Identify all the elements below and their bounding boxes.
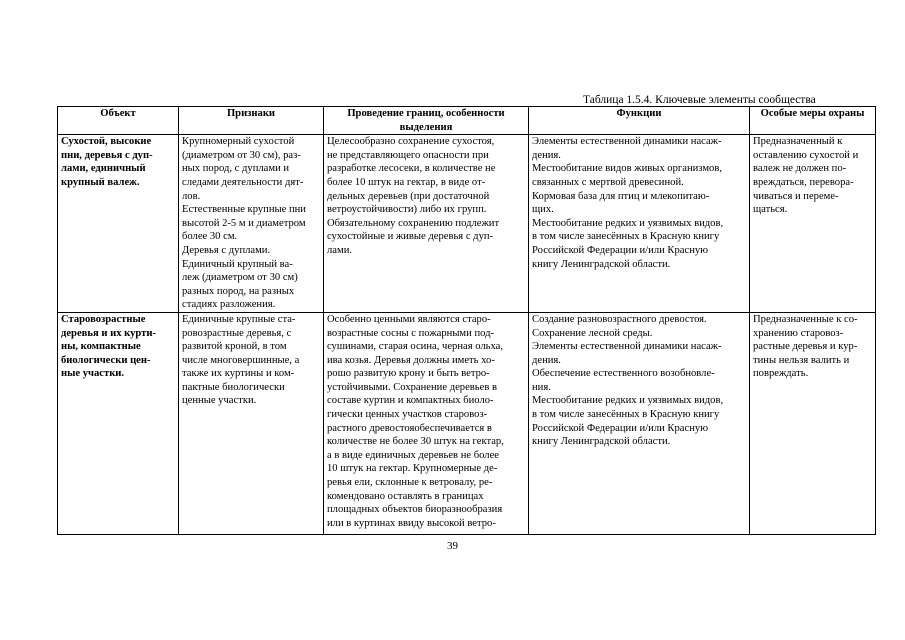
- cell-text-line: Единичный крупный ва-: [182, 258, 293, 270]
- cell-text-line: книгу Ленинградской области.: [532, 258, 671, 270]
- cell-text-line: Местообитание видов живых организмов,: [532, 163, 722, 175]
- header-functions: Функции: [529, 107, 750, 135]
- cell-text-line: связанных с мертвой древесиной.: [532, 176, 684, 188]
- cell-text-line: тины нельзя валить и: [753, 354, 850, 366]
- cell-text-line: растные деревья и кур-: [753, 341, 858, 353]
- cell-text-line: количестве не более 30 штук на гектар,: [327, 436, 504, 448]
- cell-text-line: Кормовая база для птиц и млекопитаю-: [532, 190, 710, 202]
- cell-measures: [750, 312, 876, 534]
- cell-text-line: повреждать.: [753, 368, 809, 380]
- cell-text-line: ревья ели, склонные к ветровалу, ре-: [327, 477, 493, 489]
- key-elements-table: [57, 106, 876, 535]
- cell-measures: [750, 135, 876, 313]
- table-row: [58, 135, 876, 313]
- cell-features: [179, 135, 324, 313]
- cell-text-line: Российской Федерации и/или Красную: [532, 422, 709, 434]
- cell-text-line: более 10 штук на гектар, в виде от-: [327, 176, 486, 188]
- cell-text-line: Старовозрастные: [61, 313, 146, 325]
- cell-text-line: Элементы естественной динамики насаж-: [532, 136, 722, 148]
- cell-text-line: ценные участки.: [182, 395, 257, 407]
- cell-text-line: также их куртины и ком-: [182, 368, 295, 380]
- cell-text-line: Обязательному сохранению подлежит: [327, 217, 500, 229]
- cell-text-line: Предназначенный к: [753, 136, 843, 148]
- cell-text-line: более 30 см.: [182, 231, 238, 243]
- cell-text-line: Элементы естественной динамики насаж-: [532, 341, 722, 353]
- cell-text-line: ные участки.: [61, 368, 125, 380]
- header-row: [58, 107, 876, 135]
- cell-text-line: высотой 2-5 м и диаметром: [182, 217, 306, 229]
- cell-text-line: сухостойные и живые деревья с дуп-: [327, 231, 494, 243]
- cell-text-line: рошо развитую крону и быть ветро-: [327, 368, 490, 380]
- cell-functions: [529, 312, 750, 534]
- cell-text-line: ветроустойчивости) либо их групп.: [327, 204, 487, 216]
- cell-text-line: сушинами, старая осина, черная ольха,: [327, 341, 504, 353]
- cell-text-line: Естественные крупные пни: [182, 204, 306, 216]
- cell-text-line: стадиях разложения.: [182, 299, 276, 311]
- cell-text-line: а в виде единичных деревьев не более: [327, 449, 499, 461]
- cell-text-line: Обеспечение естественного возобновле-: [532, 368, 715, 380]
- cell-text-line: биологически цен-: [61, 354, 151, 366]
- cell-text-line: Создание разновозрастного древостоя.: [532, 313, 707, 325]
- cell-text-line: дения.: [532, 354, 561, 366]
- cell-text-line: пактные биологически: [182, 381, 285, 393]
- cell-text-line: Сохранение лесной среды.: [532, 327, 653, 339]
- cell-text-line: оставлению сухостой и: [753, 149, 859, 161]
- header-boundaries: Проведение границ, особенности выделения: [324, 107, 529, 135]
- cell-boundaries: [324, 135, 529, 313]
- cell-text-line: дения.: [532, 149, 561, 161]
- cell-text-line: разных пород, на разных: [182, 285, 295, 297]
- cell-text-line: разработке лесосеки, в количестве не: [327, 163, 496, 175]
- cell-text-line: деревья и их курти-: [61, 327, 156, 339]
- table-row: [58, 312, 876, 534]
- cell-text-line: Местообитание редких и уязвимых видов,: [532, 395, 724, 407]
- cell-text-line: дельных деревьев (при достаточной: [327, 190, 490, 202]
- cell-text-line: вреждаться, перевора-: [753, 176, 854, 188]
- cell-text-line: развитой кроной, в том: [182, 341, 287, 353]
- cell-text-line: Целесообразно сохранение сухостоя,: [327, 136, 495, 148]
- cell-text-line: леж (диаметром от 30 см): [182, 272, 298, 284]
- cell-text-line: составе куртин и компактных биоло-: [327, 395, 494, 407]
- cell-text-line: возрастные сосны с пожарными под-: [327, 327, 495, 339]
- header-object: Объект: [58, 107, 179, 135]
- cell-text-line: ния.: [532, 381, 551, 393]
- cell-text-line: пни, деревья с дуп-: [61, 149, 153, 161]
- cell-text-line: ных пород, с дуплами и: [182, 163, 290, 175]
- cell-text-line: крупный валеж.: [61, 176, 140, 188]
- cell-text-line: валеж не должен по-: [753, 163, 847, 175]
- cell-text-line: ровозрастные деревья, с: [182, 327, 292, 339]
- cell-text-line: в том числе занесённых в Красную книгу: [532, 409, 720, 421]
- cell-text-line: лов.: [182, 190, 201, 202]
- cell-text-line: щаться.: [753, 204, 788, 216]
- cell-text-line: Российской Федерации и/или Красную: [532, 244, 709, 256]
- cell-text-line: Особенно ценными являются старо-: [327, 313, 491, 325]
- cell-text-line: Сухостой, высокие: [61, 136, 152, 148]
- cell-text-line: книгу Ленинградской области.: [532, 436, 671, 448]
- cell-text-line: хранению старовоз-: [753, 327, 844, 339]
- cell-functions: [529, 135, 750, 313]
- cell-text-line: числе многовершинные, а: [182, 354, 300, 366]
- cell-text-line: площадных объектов биоразнообразия: [327, 504, 503, 516]
- header-features: Признаки: [179, 107, 324, 135]
- cell-text-line: Единичные крупные ста-: [182, 313, 296, 325]
- cell-boundaries: [324, 312, 529, 534]
- cell-text-line: ива козья. Деревья должны иметь хо-: [327, 354, 495, 366]
- page-number: 39: [447, 540, 458, 552]
- header-measures: Особые меры охраны: [750, 107, 876, 135]
- table-caption: Таблица 1.5.4. Ключевые элементы сообщества: [583, 94, 816, 106]
- cell-text-line: в том числе занесённых в Красную книгу: [532, 231, 720, 243]
- cell-text-line: Крупномерный сухостой: [182, 136, 295, 148]
- cell-text-line: устойчивыми. Сохранение деревьев в: [327, 381, 497, 393]
- cell-text-line: Деревья с дуплами.: [182, 244, 271, 256]
- cell-text-line: или в куртинах ввиду высокой ветро-: [327, 517, 496, 529]
- cell-text-line: лами.: [327, 244, 353, 256]
- cell-text-line: не представляющего опасности при: [327, 149, 489, 161]
- cell-object: [58, 312, 179, 534]
- cell-text-line: Предназначенные к со-: [753, 313, 858, 325]
- cell-text-line: гически ценных участков старовоз-: [327, 409, 488, 421]
- cell-text-line: следами деятельности дят-: [182, 176, 304, 188]
- cell-text-line: (диаметром от 30 см), раз-: [182, 149, 301, 161]
- cell-text-line: 10 штук на гектар. Крупномерные де-: [327, 463, 498, 475]
- cell-text-line: Местообитание редких и уязвимых видов,: [532, 217, 724, 229]
- cell-text-line: растного древостояобеспечивается в: [327, 422, 492, 434]
- cell-text-line: ны, компактные: [61, 341, 141, 353]
- cell-text-line: лами, единичный: [61, 163, 146, 175]
- cell-text-line: чиваться и переме-: [753, 190, 839, 202]
- cell-text-line: щих.: [532, 204, 554, 216]
- cell-features: [179, 312, 324, 534]
- cell-text-line: комендовано оставлять в границах: [327, 490, 484, 502]
- cell-object: [58, 135, 179, 313]
